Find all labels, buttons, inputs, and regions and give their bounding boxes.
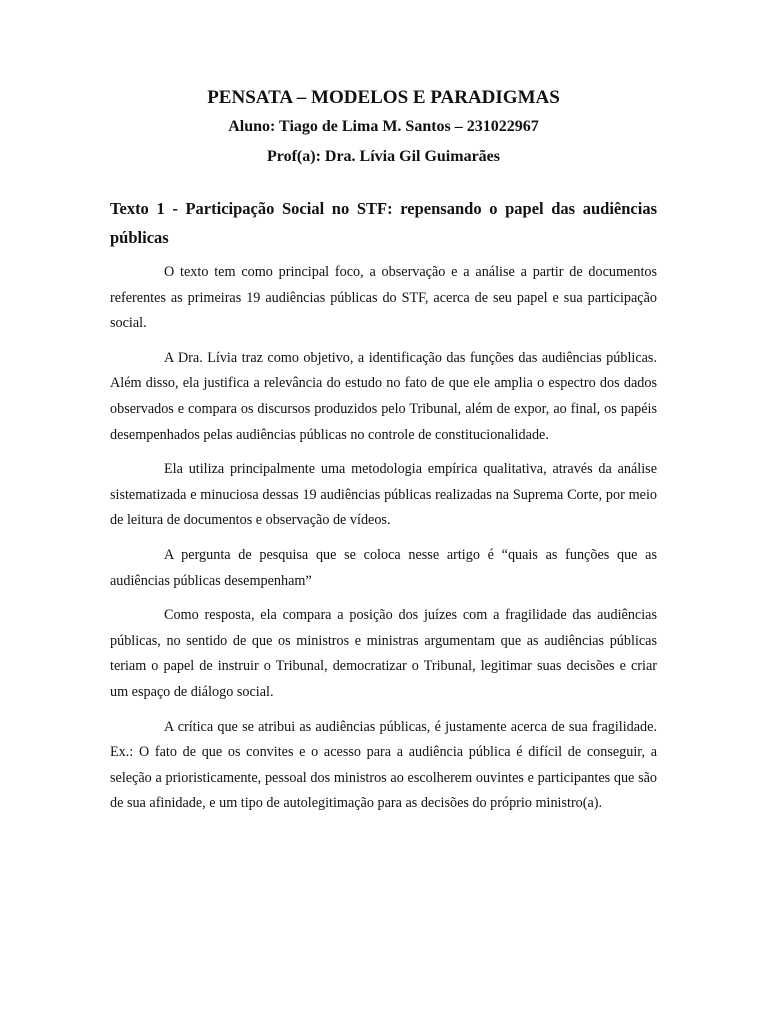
section-heading: Texto 1 - Participação Social no STF: repensando o papel das audiências públicas	[110, 199, 657, 247]
document-page	[110, 84, 657, 826]
paragraph-4: A pergunta de pesquisa que se coloca nesse artigo é “quais as funções que as audiências públicas desempenham”	[110, 546, 657, 589]
paragraph-3: Ela utiliza principalmente uma metodologia empírica qualitativa, através da análise sistematizada e minuciosa dessas 19 audiências públicas realizadas na Suprema Corte, por meio de leitura de documentos e observação de vídeos.	[110, 461, 657, 529]
document-title: PENSATA – MODELOS E PARADIGMAS	[207, 87, 560, 108]
paragraph-6: A crítica que se atribui as audiências públicas, é justamente acerca de sua fragilidade. Ex.: O fato de que os convites e o acesso para a audiência pública é difícil de conseguir, a seleção a prioristicamente, pessoal dos ministros ao escolherem ouvintes e participantes que são de sua afinidade, e um tipo de autolegitimação para as decisões do próprio ministro(a).	[110, 718, 657, 812]
paragraph-5: Como resposta, ela compara a posição dos juízes com a fragilidade das audiências públicas, no sentido de que os ministros e ministras argumentam que as audiências públicas teriam o papel de instruir o Tribunal, democratizar o Tribunal, legitimar suas decisões e criar um espaço de diálogo social.	[110, 607, 657, 700]
professor-line: Prof(a): Dra. Lívia Gil Guimarães	[267, 148, 500, 165]
student-line: Aluno: Tiago de Lima M. Santos – 231022967	[228, 118, 539, 135]
paragraph-1: O texto tem como principal foco, a observação e a análise a partir de documentos referentes as primeiras 19 audiências públicas do STF, acerca de seu papel e sua participação social.	[110, 264, 657, 332]
paragraph-2: A Dra. Lívia traz como objetivo, a identificação das funções das audiências públicas. Além disso, ela justifica a relevância do estudo no fato de que ele amplia o espectro dos dados observados e compara os discursos produzidos pelo Tribunal, além de expor, ao final, os papéis desempenhados pelas audiências públicas no controle de constitucionalidade.	[110, 349, 657, 443]
